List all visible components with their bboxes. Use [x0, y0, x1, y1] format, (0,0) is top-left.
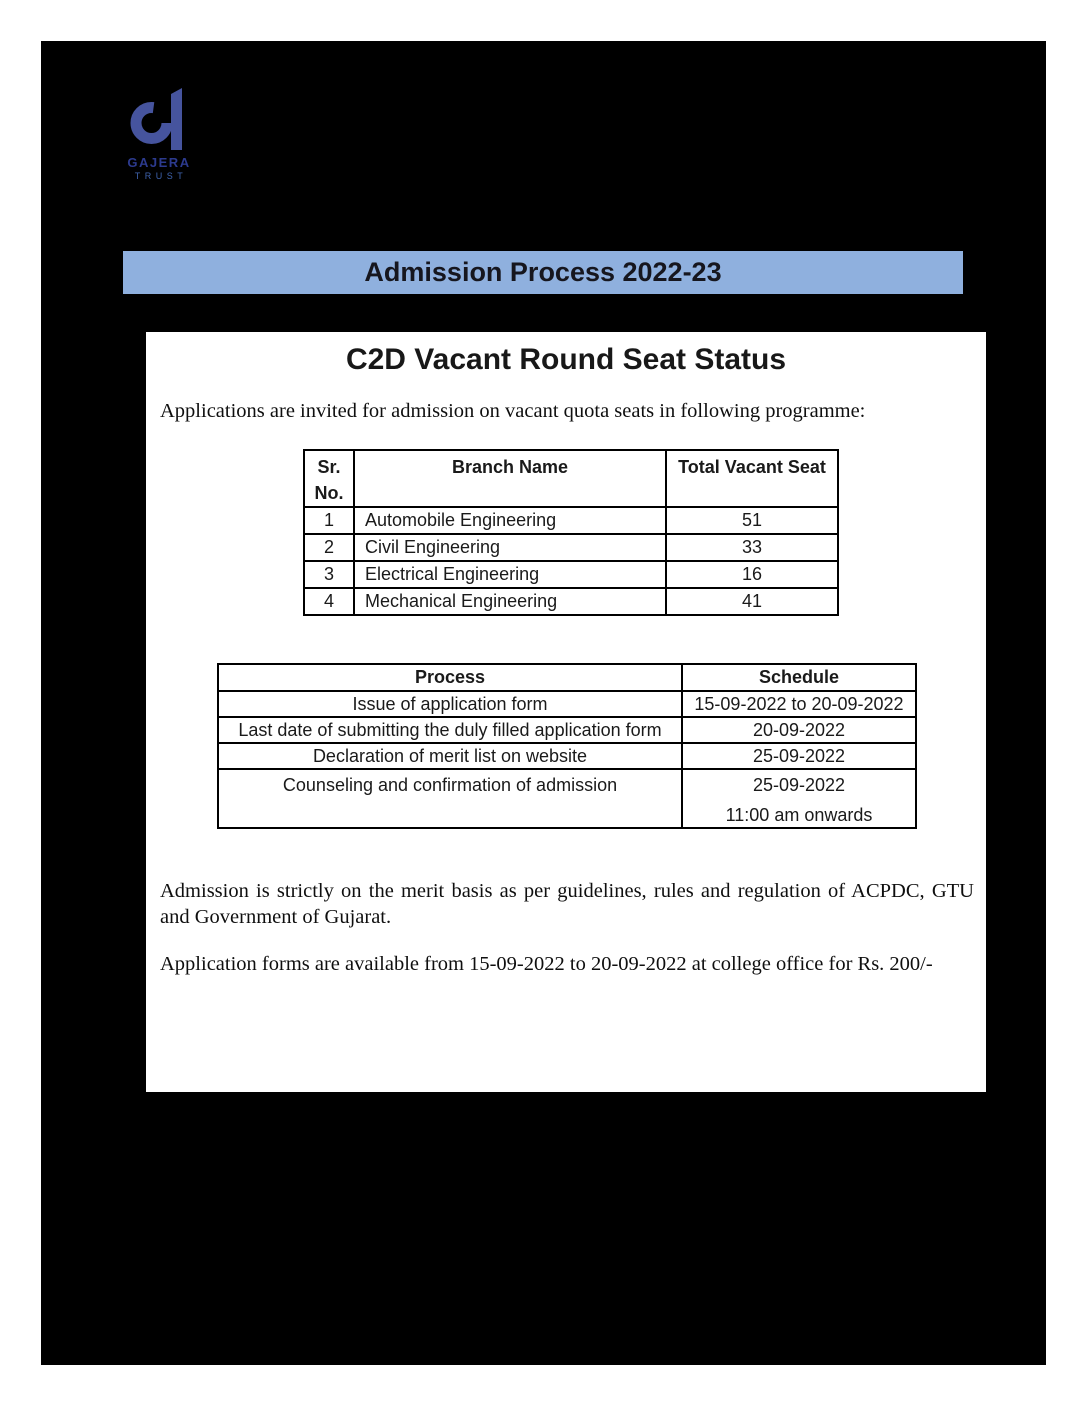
sr-cell: 2 — [304, 534, 354, 561]
seats-cell: 51 — [666, 507, 838, 534]
process-cell: Declaration of merit list on website — [218, 743, 682, 769]
notice-sheet — [146, 332, 986, 1092]
branch-cell: Automobile Engineering — [354, 507, 666, 534]
application-forms-paragraph: Application forms are available from 15-09-2022 to 20-09-2022 at college office for Rs. 200/- — [160, 953, 933, 975]
schedule-table — [217, 663, 917, 829]
col-header-branch-name: Branch Name — [354, 450, 666, 507]
col-header-process: Process — [218, 664, 682, 691]
table-row — [304, 534, 838, 561]
intro-text: Applications are invited for admission on vacant quota seats in following programme: — [160, 400, 866, 422]
process-cell: Issue of application form — [218, 691, 682, 717]
process-cell: Counseling and confirmation of admission — [218, 769, 682, 828]
logo-wordmark: GAJERA — [127, 155, 191, 170]
col-header-total-vacant-seat: Total Vacant Seat — [666, 450, 838, 507]
branch-cell: Civil Engineering — [354, 534, 666, 561]
logo-a-mark-icon — [130, 87, 188, 153]
schedule-cell: 20-09-2022 — [682, 717, 916, 743]
table-row — [304, 507, 838, 534]
merit-basis-paragraph: Admission is strictly on the merit basis as per guidelines, rules and regulation of ACPDC, GTU and Government of Gujarat. — [160, 880, 974, 928]
schedule-cell: 15-09-2022 to 20-09-2022 — [682, 691, 916, 717]
seats-cell: 41 — [666, 588, 838, 615]
logo-subtitle: TRUST — [134, 171, 188, 181]
schedule-cell: 25-09-2022 — [682, 743, 916, 769]
sheet-heading: C2D Vacant Round Seat Status — [345, 343, 787, 376]
notice-page — [41, 41, 1046, 1365]
admission-process-banner — [123, 251, 963, 294]
sr-cell: 3 — [304, 561, 354, 588]
table-row — [218, 743, 916, 769]
table-header-row — [304, 450, 838, 507]
table-row — [304, 588, 838, 615]
schedule-cell — [682, 769, 916, 828]
table-row — [218, 769, 916, 828]
seats-cell: 33 — [666, 534, 838, 561]
sr-cell: 1 — [304, 507, 354, 534]
gajera-trust-logo — [125, 87, 193, 181]
vacant-seats-table — [303, 449, 839, 616]
banner-title: Admission Process 2022-23 — [364, 257, 722, 287]
branch-cell: Mechanical Engineering — [354, 588, 666, 615]
schedule-date: 25-09-2022 — [752, 775, 846, 795]
branch-cell: Electrical Engineering — [354, 561, 666, 588]
process-cell: Last date of submitting the duly filled application form — [218, 717, 682, 743]
sr-cell: 4 — [304, 588, 354, 615]
col-header-schedule: Schedule — [682, 664, 916, 691]
schedule-time: 11:00 am onwards — [725, 805, 873, 825]
table-header-row — [218, 664, 916, 691]
seats-cell: 16 — [666, 561, 838, 588]
table-row — [218, 691, 916, 717]
table-row — [218, 717, 916, 743]
table-row — [304, 561, 838, 588]
col-header-sr-no: Sr. No. — [304, 450, 354, 507]
